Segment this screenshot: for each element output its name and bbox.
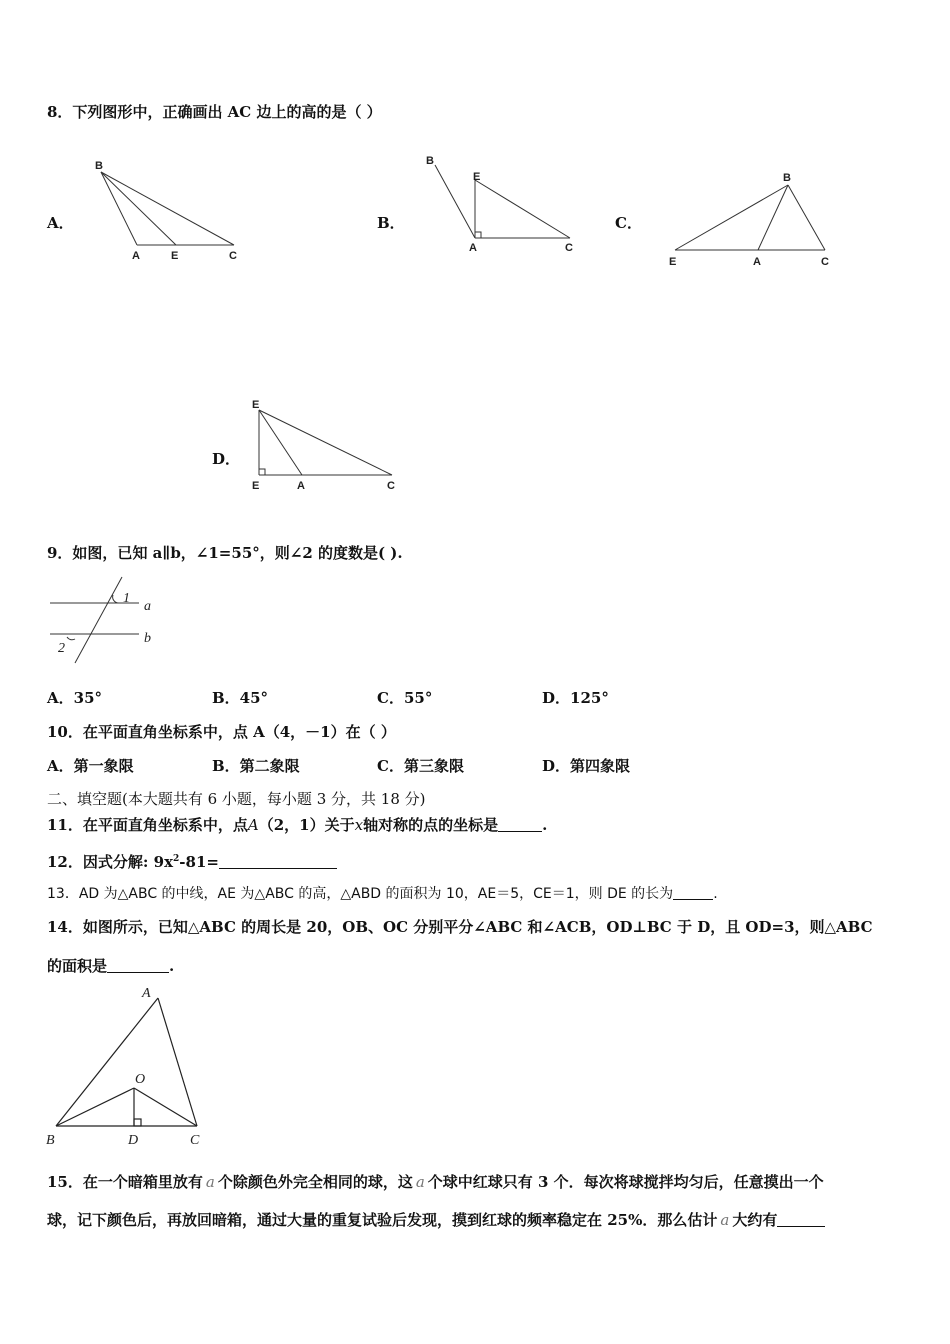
- q14-point-d: D: [128, 1133, 139, 1148]
- q14-end: .: [169, 957, 175, 975]
- q11-end: .: [542, 816, 548, 834]
- q9-option-c: C．55°: [377, 689, 433, 707]
- q8d-point-a: A: [297, 480, 305, 492]
- section-2-heading: 二、填空题(本大题共有 6 小题，每小题 3 分，共 18 分): [47, 790, 426, 808]
- q9-option-a: A．35°: [47, 689, 103, 707]
- q15-var-a1: a: [205, 1173, 215, 1191]
- q15-var-a2: a: [415, 1173, 425, 1191]
- q14-figure: [45, 982, 215, 1147]
- q8a-point-b: B: [95, 160, 103, 172]
- q10-stem: 10．在平面直角坐标系中，点 A（4，－1）在（ ）: [47, 723, 396, 741]
- q13-text: 13．AD 为△ABC 的中线，AE 为△ABC 的高，△ABD 的面积为 10，AE＝5，CE＝1，则 DE 的长为: [47, 886, 674, 902]
- q9-angle-1: 1: [123, 591, 130, 606]
- q15-l1b: 个除颜色外完全相同的球，这: [217, 1173, 413, 1191]
- q8a-point-e: E: [171, 250, 179, 262]
- q12-line: [47, 849, 337, 872]
- q8c-point-a: A: [753, 256, 761, 268]
- q12-exponent: 2: [173, 854, 180, 864]
- q11-var-x: x: [354, 816, 364, 834]
- q10-option-d: D．第四象限: [542, 757, 631, 775]
- q9-line-a: a: [144, 599, 151, 614]
- q14-line1: 14．如图所示，已知△ABC 的周长是 20，OB、OC 分别平分∠ABC 和∠ACB，OD⊥BC 于 D，且 OD=3，则△ABC: [47, 918, 873, 936]
- q15-l1a: 15．在一个暗箱里放有: [47, 1173, 203, 1191]
- q10-option-b: B．第二象限: [212, 757, 300, 775]
- q9-option-d: D．125°: [542, 689, 609, 707]
- q9-option-b: B．45°: [212, 689, 269, 707]
- q8-option-a-label: A．: [47, 214, 74, 232]
- q8d-point-c: C: [387, 480, 395, 492]
- q15-l2a: 球，记下颜色后，再放回暗箱，通过大量的重复试验后发现，摸到红球的频率稳定在 25%．那么估计: [47, 1211, 718, 1229]
- q8b-point-b: B: [426, 155, 434, 167]
- q15-line2: [47, 1210, 825, 1230]
- q8-figure-a: [90, 155, 250, 265]
- q8-figure-b: [420, 150, 580, 260]
- q8c-point-e: E: [669, 256, 677, 268]
- q11-pre: 11．在平面直角坐标系中，点: [47, 816, 248, 834]
- q8b-point-c: C: [565, 242, 573, 254]
- q14-point-a: A: [142, 986, 151, 1001]
- q8d-point-e-top: E: [252, 399, 260, 411]
- q11-answer-blank[interactable]: [498, 817, 542, 832]
- q15-line1: [47, 1172, 824, 1192]
- q8a-point-c: C: [229, 250, 237, 262]
- q15-answer-blank[interactable]: [777, 1212, 825, 1227]
- q13-answer-blank[interactable]: [673, 885, 713, 900]
- q14-line2: [47, 956, 174, 976]
- q14-line2-text: 的面积是: [47, 957, 108, 975]
- q10-option-a: A．第一象限: [47, 757, 134, 775]
- q11-coord: （2，1）关于: [258, 816, 355, 834]
- q9-stem: 9．如图，已知 a∥b，∠1=55°，则∠2 的度数是( ).: [47, 544, 403, 562]
- q12-answer-blank[interactable]: [219, 854, 337, 869]
- q8b-point-a: A: [469, 242, 477, 254]
- q13-end: .: [713, 886, 718, 902]
- q13-line: [47, 884, 718, 904]
- q10-option-c: C．第三象限: [377, 757, 464, 775]
- q8b-point-e: E: [473, 171, 481, 183]
- q14-point-o: O: [135, 1072, 146, 1087]
- q14-answer-blank[interactable]: [107, 958, 169, 973]
- q15-l2b: 大约有: [732, 1211, 778, 1229]
- q8d-point-e-bottom: E: [252, 480, 260, 492]
- q8-option-b-label: B．: [377, 214, 405, 232]
- q11-post: 轴对称的点的坐标是: [363, 816, 499, 834]
- q8c-point-c: C: [821, 256, 829, 268]
- q8-option-d-label: D．: [212, 450, 241, 468]
- q8a-point-a: A: [132, 250, 140, 262]
- q9-figure: [47, 575, 167, 665]
- q14-point-c: C: [190, 1133, 200, 1148]
- q8-figure-c: [665, 165, 845, 275]
- q15-l1c: 个球中红球只有 3 个．每次将球搅拌均匀后，任意摸出一个: [427, 1173, 824, 1191]
- q8c-point-b: B: [783, 172, 791, 184]
- q11-point-a: A: [247, 816, 259, 834]
- q12-pre: 12．因式分解: 9x: [47, 853, 174, 871]
- q8-option-c-label: C．: [615, 214, 642, 232]
- q11-line: [47, 815, 547, 835]
- q15-var-a3: a: [720, 1211, 730, 1229]
- q14-point-b: B: [46, 1133, 55, 1148]
- q9-angle-2: 2: [58, 641, 65, 656]
- q12-post: -81=: [179, 853, 219, 871]
- q8-stem: 8．下列图形中，正确画出 AC 边上的高的是（ ）: [47, 103, 382, 121]
- q8-figure-d: [245, 395, 415, 500]
- q9-line-b: b: [144, 631, 151, 646]
